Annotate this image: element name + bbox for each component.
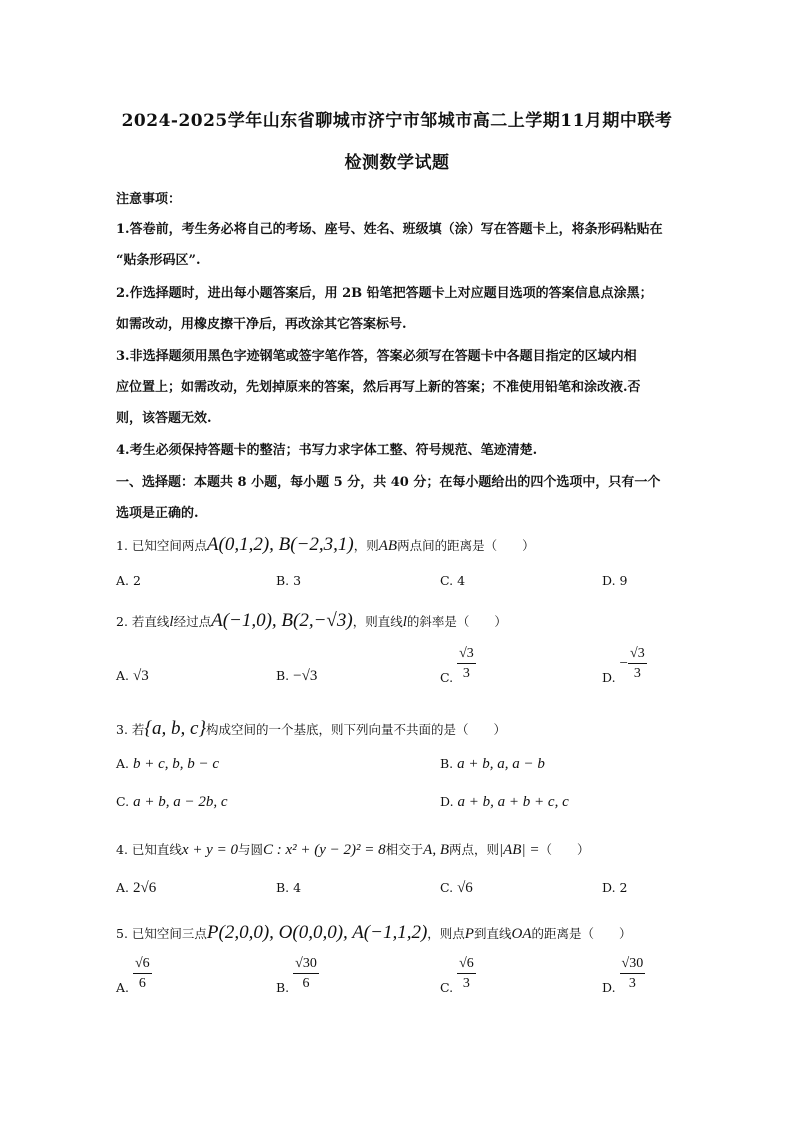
note-line: 则，该答题无效.: [116, 411, 212, 426]
q5-d-fraction: [620, 956, 646, 992]
q5-option-b: [276, 956, 319, 995]
section-heading: 选项是正确的.: [116, 506, 199, 521]
fraction-denominator: 3: [462, 976, 470, 991]
option-label: B.: [440, 756, 454, 771]
question-1: [116, 534, 535, 556]
note-line: 如需改动，用橡皮擦干净后，再改涂其它答案标号.: [116, 317, 407, 332]
note-line: “贴条形码区”.: [116, 253, 201, 268]
option-label: C.: [116, 794, 130, 809]
q1-points: A(0,1,2), B(−2,3,1): [206, 534, 354, 555]
q2-prefix: 2. 若直线: [116, 614, 170, 629]
q2-line-l: l: [402, 614, 407, 630]
q4-mid: 与圆: [237, 842, 263, 857]
section-heading: 一、选择题：本题共 8 小题，每小题 5 分，共 40 分；在每小题给出的四个选项中，只有一个: [116, 475, 661, 490]
q5-suffix: 的距离是（ ）: [531, 926, 632, 941]
fraction-denominator: 3: [462, 666, 470, 681]
q4-points: A, B: [423, 842, 449, 858]
q2-c-fraction: [457, 646, 476, 682]
q5-mid2: 到直线: [473, 926, 512, 941]
q4-abs-ab: |AB| =: [499, 842, 540, 858]
q4-option-d: D. 2: [602, 880, 628, 895]
q3-option-a: [116, 756, 219, 773]
q3-d-vectors: a + b, a + b + c, c: [457, 794, 569, 810]
option-label: D.: [440, 794, 454, 809]
fraction-denominator: 3: [633, 666, 641, 681]
q4-mid3: 两点，则: [449, 842, 500, 857]
title-line-1: 2024-2025学年山东省聊城市济宁市邹城市高二上学期11月期中联考: [121, 111, 673, 131]
fraction-denominator: 6: [302, 976, 310, 991]
question-4: [116, 840, 589, 859]
q5-c-fraction: [457, 956, 476, 992]
option-label: B.: [276, 668, 290, 683]
option-label: C.: [440, 669, 454, 685]
fraction-numerator: √30: [293, 956, 319, 974]
q4-a-value: 2√6: [133, 880, 157, 896]
q4-mid2: 相交于: [385, 842, 424, 857]
q4-line-equation: x + y = 0: [181, 842, 238, 858]
q1-option-b: B. 3: [276, 573, 302, 588]
note-line: 4.考生必须保持答题卡的整洁；书写力求字体工整、符号规范、笔迹清楚.: [116, 443, 538, 458]
option-label: A.: [116, 668, 130, 683]
fraction-numerator: √30: [620, 956, 646, 974]
q2-mid: 经过点: [173, 614, 212, 629]
q5-points: P(2,0,0), O(0,0,0), A(−1,1,2): [206, 922, 428, 943]
q1-prefix: 1. 已知空间两点: [116, 538, 207, 553]
q4-option-a: [116, 880, 156, 897]
note-line: 3.非选择题须用黑色字迹钢笔或签字笔作答，答案必须写在答题卡中各题目指定的区域内相: [116, 349, 637, 364]
q1-option-a: A. 2: [116, 573, 141, 588]
q3-suffix: 构成空间的一个基底，则下列向量不共面的是（ ）: [206, 722, 507, 737]
q3-basis: {a, b, c}: [144, 718, 207, 739]
q5-option-a: [116, 956, 152, 995]
q3-prefix: 3. 若: [116, 722, 145, 737]
q5-prefix: 5. 已知空间三点: [116, 926, 207, 941]
q5-point-p: P: [464, 926, 474, 942]
q5-option-d: [602, 956, 645, 995]
note-line: 1.答卷前，考生务必将自己的考场、座号、姓名、班级填（涂）写在答题卡上，将条形码粘贴在: [116, 222, 663, 237]
q3-option-c: [116, 794, 227, 811]
fraction-numerator: √6: [133, 956, 152, 974]
note-line: 应位置上；如需改动，先划掉原来的答案，然后再写上新的答案；不准使用铅笔和涂改液.否: [116, 380, 641, 395]
q2-d-fraction: [628, 646, 647, 682]
q1-option-c: C. 4: [440, 573, 466, 588]
q5-option-c: [440, 956, 476, 995]
question-3: [116, 718, 506, 740]
q2-points: A(−1,0), B(2,−√3): [211, 610, 353, 631]
notes-heading: 注意事项：: [116, 192, 182, 207]
q5-mid: ，则点: [427, 926, 465, 941]
fraction-numerator: √3: [457, 646, 476, 664]
q3-option-b: [440, 756, 545, 773]
fraction-denominator: 3: [628, 976, 636, 991]
q5-line-oa: OA: [511, 926, 532, 942]
q2-option-b: [276, 668, 317, 685]
question-5: [116, 922, 632, 944]
q2-b-value: −√3: [293, 668, 318, 684]
q1-suffix: 两点间的距离是（ ）: [397, 538, 535, 553]
q1-mid: ，则: [353, 538, 379, 553]
option-label: A.: [116, 979, 130, 995]
option-label: B.: [276, 979, 290, 995]
q4-suffix: （ ）: [539, 842, 590, 857]
q2-option-a: [116, 668, 149, 685]
q4-c-value: √6: [457, 880, 473, 896]
q1-ab: AB: [378, 538, 398, 554]
q5-a-fraction: [133, 956, 152, 992]
fraction-numerator: √6: [457, 956, 476, 974]
option-label: C.: [440, 979, 454, 995]
q1-option-d: D. 9: [602, 573, 628, 588]
q4-prefix: 4. 已知直线: [116, 842, 182, 857]
q2-option-d: [602, 646, 647, 685]
q3-b-vectors: a + b, a, a − b: [457, 756, 545, 772]
q3-c-vectors: a + b, a − 2b, c: [133, 794, 228, 810]
fraction-denominator: 6: [138, 976, 146, 991]
q4-circle-equation: C : x² + (y − 2)² = 8: [262, 842, 386, 858]
option-label: C.: [440, 880, 454, 895]
q3-a-vectors: b + c, b, b − c: [133, 756, 220, 772]
q5-b-fraction: [293, 956, 319, 992]
minus-sign: −: [619, 655, 629, 672]
q2-a-value: √3: [133, 668, 149, 684]
title-line-2: 检测数学试题: [344, 153, 450, 173]
q3-option-d: [440, 794, 569, 811]
q2-suffix: 的斜率是（ ）: [406, 614, 507, 629]
option-label: D.: [602, 669, 616, 685]
fraction-numerator: √3: [628, 646, 647, 664]
option-label: A.: [116, 756, 130, 771]
q2-line-l: l: [169, 614, 174, 630]
q4-option-c: [440, 880, 473, 897]
option-label: D.: [602, 979, 616, 995]
note-line: 2.作选择题时，进出每小题答案后，用 2B 铅笔把答题卡上对应题目选项的答案信息点涂黑；: [116, 286, 653, 301]
option-label: A.: [116, 880, 130, 895]
question-2: [116, 610, 507, 632]
q2-option-c: [440, 646, 476, 685]
q4-option-b: B. 4: [276, 880, 302, 895]
q2-mid2: ，则直线: [352, 614, 403, 629]
